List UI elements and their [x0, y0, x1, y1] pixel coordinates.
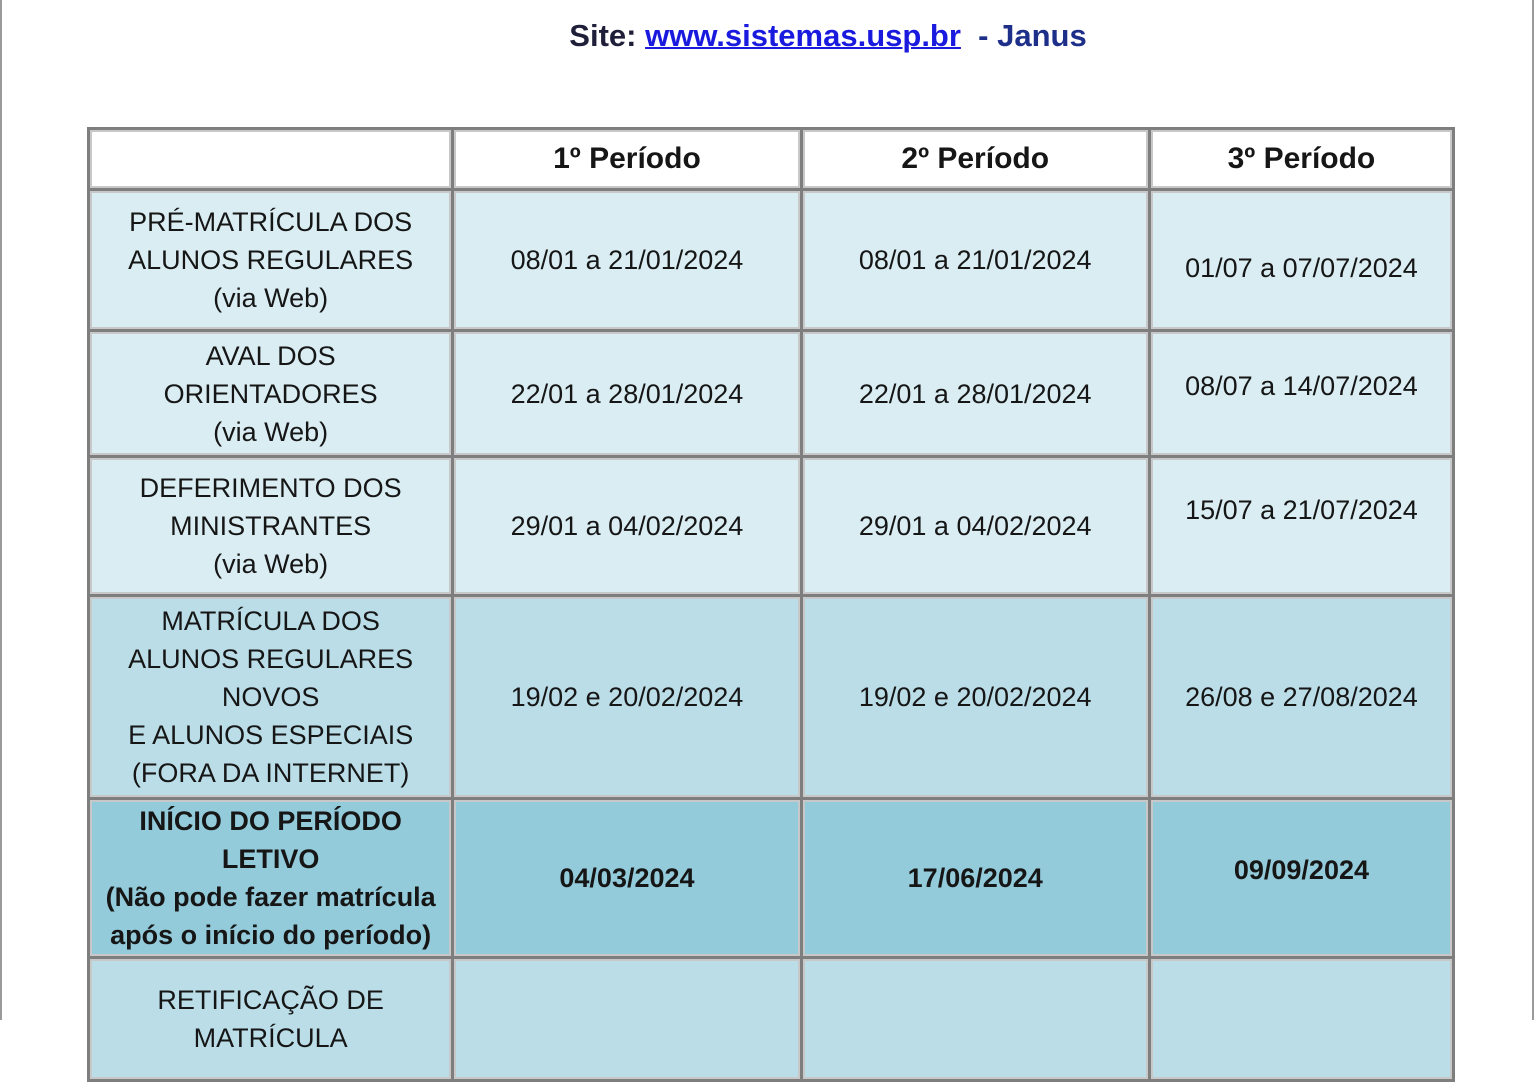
period-3-cell [1151, 191, 1452, 329]
period-1-cell: 19/02 e 20/02/2024 [454, 597, 799, 797]
period-3-value: 15/07 a 21/07/2024 [1185, 495, 1418, 525]
row-label: MATRÍCULA DOS ALUNOS REGULARES NOVOS E ALUNOS ESPECIAIS (FORA DA INTERNET) [90, 597, 451, 797]
header-period-1: 1º Período [454, 130, 799, 188]
table-header-row [90, 130, 1452, 188]
period-1-cell: 08/01 a 21/01/2024 [454, 191, 799, 329]
site-header [0, 18, 1536, 54]
row-label: PRÉ-MATRÍCULA DOS ALUNOS REGULARES (via Web) [90, 191, 451, 329]
period-2-cell: 08/01 a 21/01/2024 [803, 191, 1148, 329]
row-label: AVAL DOS ORIENTADORES (via Web) [90, 332, 451, 455]
row-label: INÍCIO DO PERÍODO LETIVO (Não pode fazer matrícula após o início do período) [90, 800, 451, 956]
period-3-value: 08/07 a 14/07/2024 [1185, 370, 1418, 401]
period-3-cell [1151, 332, 1452, 455]
calendar-table [87, 127, 1455, 1082]
period-2-cell: 17/06/2024 [803, 800, 1148, 956]
table-row [90, 458, 1452, 594]
period-3-cell [1151, 458, 1452, 594]
period-1-cell [454, 959, 799, 1079]
period-3-cell: 26/08 e 27/08/2024 [1151, 597, 1452, 797]
period-2-cell: 22/01 a 28/01/2024 [803, 332, 1148, 455]
table-row [90, 597, 1452, 797]
row-label: RETIFICAÇÃO DE MATRÍCULA [90, 959, 451, 1079]
header-period-2: 2º Período [803, 130, 1148, 188]
period-2-cell [803, 959, 1148, 1079]
period-2-cell: 29/01 a 04/02/2024 [803, 458, 1148, 594]
table-row [90, 191, 1452, 329]
period-1-cell: 29/01 a 04/02/2024 [454, 458, 799, 594]
period-3-value: 01/07 a 07/07/2024 [1185, 253, 1418, 283]
table-row [90, 332, 1452, 455]
header-period-3: 3º Período [1151, 130, 1452, 188]
period-1-cell: 22/01 a 28/01/2024 [454, 332, 799, 455]
site-link[interactable]: www.sistemas.usp.br [645, 18, 961, 53]
period-2-cell: 19/02 e 20/02/2024 [803, 597, 1148, 797]
site-prefix: Site: [569, 18, 637, 53]
period-3-value: 09/09/2024 [1233, 855, 1369, 885]
table-row [90, 800, 1452, 956]
site-suffix: - Janus [978, 18, 1087, 53]
table-row [90, 959, 1452, 1079]
period-1-cell: 04/03/2024 [454, 800, 799, 956]
row-label: DEFERIMENTO DOS MINISTRANTES (via Web) [90, 458, 451, 594]
header-empty-cell [90, 130, 451, 188]
period-3-cell [1151, 800, 1452, 956]
period-3-cell [1151, 959, 1452, 1079]
